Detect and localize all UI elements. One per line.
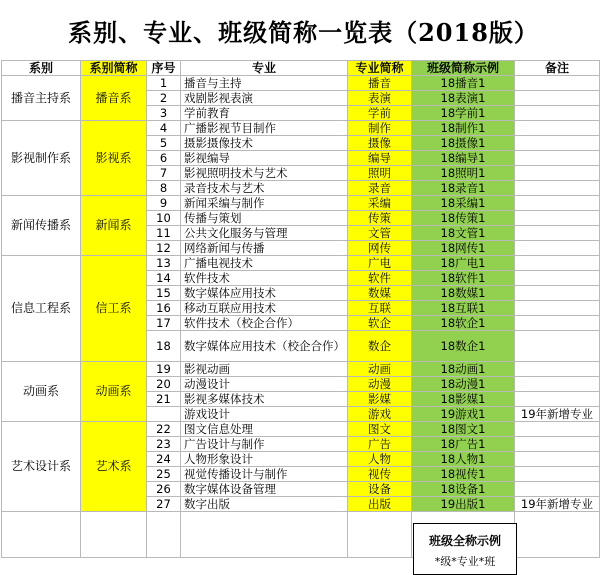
dept-abbr-cell: 艺术系 <box>81 422 147 512</box>
note-cell <box>515 196 600 211</box>
num-cell: 6 <box>147 151 181 166</box>
program-cell: 数字媒体应用技术（校企合作） <box>181 331 348 362</box>
program-abbr-cell: 人物 <box>348 452 412 467</box>
program-abbr-cell: 数企 <box>348 331 412 362</box>
page-title: 系别、专业、班级简称一览表（2018版） <box>68 17 539 47</box>
class-example-cell: 18数媒1 <box>412 286 515 301</box>
program-abbr-cell: 采编 <box>348 196 412 211</box>
class-example-cell: 18人物1 <box>412 452 515 467</box>
note-cell <box>515 467 600 482</box>
program-abbr-cell: 制作 <box>348 121 412 136</box>
dept-name-cell: 播音主持系 <box>2 76 81 121</box>
num-cell: 15 <box>147 286 181 301</box>
program-cell: 移动互联应用技术 <box>181 301 348 316</box>
class-example-cell: 18编导1 <box>412 151 515 166</box>
class-example-cell: 18影媒1 <box>412 392 515 407</box>
program-cell: 录音技术与艺术 <box>181 181 348 196</box>
program-abbr-cell: 出版 <box>348 497 412 512</box>
num-cell: 20 <box>147 377 181 392</box>
class-example-cell: 18动漫1 <box>412 377 515 392</box>
class-example-cell: 18摄像1 <box>412 136 515 151</box>
class-example-cell: 18软件1 <box>412 271 515 286</box>
class-example-cell: 18互联1 <box>412 301 515 316</box>
class-example-cell: 19出版1 <box>412 497 515 512</box>
class-example-cell: 18网传1 <box>412 241 515 256</box>
program-cell: 网络新闻与传播 <box>181 241 348 256</box>
dept-name-cell: 信息工程系 <box>2 256 81 362</box>
class-example-cell: 18广电1 <box>412 256 515 271</box>
note-cell <box>515 422 600 437</box>
table-row <box>2 256 600 271</box>
header-note: 备注 <box>515 61 600 76</box>
empty-cell <box>81 512 147 558</box>
class-example-cell: 18制作1 <box>412 121 515 136</box>
dept-abbr-cell: 播音系 <box>81 76 147 121</box>
empty-cell <box>181 512 348 558</box>
dept-abbr-cell: 新闻系 <box>81 196 147 256</box>
note-cell <box>515 181 600 196</box>
program-cell: 影视编导 <box>181 151 348 166</box>
num-cell: 17 <box>147 316 181 331</box>
num-cell: 7 <box>147 166 181 181</box>
class-example-cell: 18传策1 <box>412 211 515 226</box>
program-cell: 影视多媒体技术 <box>181 392 348 407</box>
empty-cell <box>348 512 412 558</box>
note-cell <box>515 91 600 106</box>
program-cell: 影视照明技术与艺术 <box>181 166 348 181</box>
program-abbr-cell: 网传 <box>348 241 412 256</box>
program-abbr-cell: 图文 <box>348 422 412 437</box>
note-cell <box>515 392 600 407</box>
class-example-cell: 18文管1 <box>412 226 515 241</box>
table-row <box>2 362 600 377</box>
dept-abbr-cell: 信工系 <box>81 256 147 362</box>
program-abbr-cell: 摄像 <box>348 136 412 151</box>
program-abbr-cell: 视传 <box>348 467 412 482</box>
program-abbr-cell: 录音 <box>348 181 412 196</box>
program-cell: 数字媒体应用技术 <box>181 286 348 301</box>
program-cell: 数字媒体设备管理 <box>181 482 348 497</box>
dept-name-cell: 影视制作系 <box>2 121 81 196</box>
num-cell: 21 <box>147 392 181 407</box>
note-cell <box>515 452 600 467</box>
note-cell <box>515 211 600 226</box>
num-cell: 25 <box>147 467 181 482</box>
program-abbr-cell: 文管 <box>348 226 412 241</box>
num-cell: 13 <box>147 256 181 271</box>
note-cell <box>515 226 600 241</box>
table-row <box>2 422 600 437</box>
program-cell: 公共文化服务与管理 <box>181 226 348 241</box>
num-cell: 19 <box>147 362 181 377</box>
header-program: 专业 <box>181 61 348 76</box>
num-cell: 1 <box>147 76 181 91</box>
note-cell <box>515 316 600 331</box>
num-cell: 23 <box>147 437 181 452</box>
note-cell <box>515 151 600 166</box>
dept-name-cell: 新闻传播系 <box>2 196 81 256</box>
program-cell: 新闻采编与制作 <box>181 196 348 211</box>
class-example-cell: 18软企1 <box>412 316 515 331</box>
program-abbr-cell: 学前 <box>348 106 412 121</box>
dept-abbr-cell: 影视系 <box>81 121 147 196</box>
program-cell: 摄影摄像技术 <box>181 136 348 151</box>
num-cell: 2 <box>147 91 181 106</box>
header-row <box>2 61 600 76</box>
class-example-cell: 18学前1 <box>412 106 515 121</box>
program-abbr-cell: 广电 <box>348 256 412 271</box>
num-cell: 8 <box>147 181 181 196</box>
note-cell <box>515 76 600 91</box>
program-cell: 人物形象设计 <box>181 452 348 467</box>
program-cell: 图文信息处理 <box>181 422 348 437</box>
program-cell: 软件技术（校企合作） <box>181 316 348 331</box>
program-cell: 数字出版 <box>181 497 348 512</box>
class-example-cell: 18动画1 <box>412 362 515 377</box>
class-example-cell: 19游戏1 <box>412 407 515 422</box>
header-dept: 系别 <box>2 61 81 76</box>
empty-cell <box>147 512 181 558</box>
note-cell <box>515 286 600 301</box>
num-cell: 24 <box>147 452 181 467</box>
dept-abbr-cell: 动画系 <box>81 362 147 422</box>
program-abbr-cell: 数媒 <box>348 286 412 301</box>
class-example-cell: 18广告1 <box>412 437 515 452</box>
class-example-cell: 18数企1 <box>412 331 515 362</box>
class-example-cell: 18表演1 <box>412 91 515 106</box>
program-abbr-cell: 软件 <box>348 271 412 286</box>
note-cell <box>515 256 600 271</box>
dept-name-cell: 动画系 <box>2 362 81 422</box>
num-cell: 14 <box>147 271 181 286</box>
header-program-abbr: 专业简称 <box>348 61 412 76</box>
program-abbr-cell: 影媒 <box>348 392 412 407</box>
class-example-cell: 18设备1 <box>412 482 515 497</box>
table-row <box>2 76 600 91</box>
program-abbr-cell: 传策 <box>348 211 412 226</box>
note-cell <box>515 241 600 256</box>
num-cell: 10 <box>147 211 181 226</box>
program-cell: 广播影视节目制作 <box>181 121 348 136</box>
program-abbr-cell: 播音 <box>348 76 412 91</box>
num-cell: 22 <box>147 422 181 437</box>
note-cell <box>515 482 600 497</box>
class-example-cell: 18视传1 <box>412 467 515 482</box>
program-cell: 游戏设计 <box>181 407 348 422</box>
program-cell: 广播电视技术 <box>181 256 348 271</box>
program-abbr-cell: 编导 <box>348 151 412 166</box>
note-cell: 19年新增专业 <box>515 407 600 422</box>
table-row <box>2 196 600 211</box>
header-class-example: 班级简称示例 <box>412 61 515 76</box>
program-cell: 广告设计与制作 <box>181 437 348 452</box>
num-cell: 18 <box>147 331 181 362</box>
program-abbr-cell: 动漫 <box>348 377 412 392</box>
num-cell: 3 <box>147 106 181 121</box>
program-abbr-cell: 软企 <box>348 316 412 331</box>
note-cell <box>515 377 600 392</box>
num-cell: 11 <box>147 226 181 241</box>
program-abbr-cell: 表演 <box>348 91 412 106</box>
note-cell <box>515 271 600 286</box>
note-cell <box>515 121 600 136</box>
note-cell <box>515 331 600 362</box>
num-cell: 16 <box>147 301 181 316</box>
program-cell: 软件技术 <box>181 271 348 286</box>
class-fullname-example-format: *级*专业*班 <box>434 555 496 568</box>
program-abbr-cell: 广告 <box>348 437 412 452</box>
empty-cell <box>2 512 81 558</box>
class-example-cell: 18录音1 <box>412 181 515 196</box>
note-cell <box>515 106 600 121</box>
program-abbr-cell: 设备 <box>348 482 412 497</box>
note-cell <box>515 437 600 452</box>
num-cell: 26 <box>147 482 181 497</box>
program-cell: 视觉传播设计与制作 <box>181 467 348 482</box>
class-example-cell: 18采编1 <box>412 196 515 211</box>
program-cell: 学前教育 <box>181 106 348 121</box>
program-cell: 戏剧影视表演 <box>181 91 348 106</box>
note-cell <box>515 136 600 151</box>
num-cell: 5 <box>147 136 181 151</box>
program-cell: 影视动画 <box>181 362 348 377</box>
class-fullname-example-box <box>413 523 517 575</box>
program-abbr-cell: 互联 <box>348 301 412 316</box>
num-cell <box>147 407 181 422</box>
note-cell <box>515 301 600 316</box>
num-cell: 4 <box>147 121 181 136</box>
class-example-cell: 18图文1 <box>412 422 515 437</box>
num-cell: 9 <box>147 196 181 211</box>
num-cell: 12 <box>147 241 181 256</box>
table-row <box>2 121 600 136</box>
empty-cell <box>515 512 600 558</box>
program-abbr-cell: 游戏 <box>348 407 412 422</box>
note-cell: 19年新增专业 <box>515 497 600 512</box>
program-cell: 传播与策划 <box>181 211 348 226</box>
num-cell: 27 <box>147 497 181 512</box>
dept-name-cell: 艺术设计系 <box>2 422 81 512</box>
program-cell: 播音与主持 <box>181 76 348 91</box>
class-fullname-example-title: 班级全称示例 <box>428 534 501 548</box>
note-cell <box>515 166 600 181</box>
program-abbr-cell: 动画 <box>348 362 412 377</box>
class-example-cell: 18照明1 <box>412 166 515 181</box>
note-cell <box>515 362 600 377</box>
program-abbr-cell: 照明 <box>348 166 412 181</box>
program-table <box>1 60 600 558</box>
header-num: 序号 <box>147 61 181 76</box>
program-cell: 动漫设计 <box>181 377 348 392</box>
header-dept-abbr: 系别简称 <box>81 61 147 76</box>
class-example-cell: 18播音1 <box>412 76 515 91</box>
